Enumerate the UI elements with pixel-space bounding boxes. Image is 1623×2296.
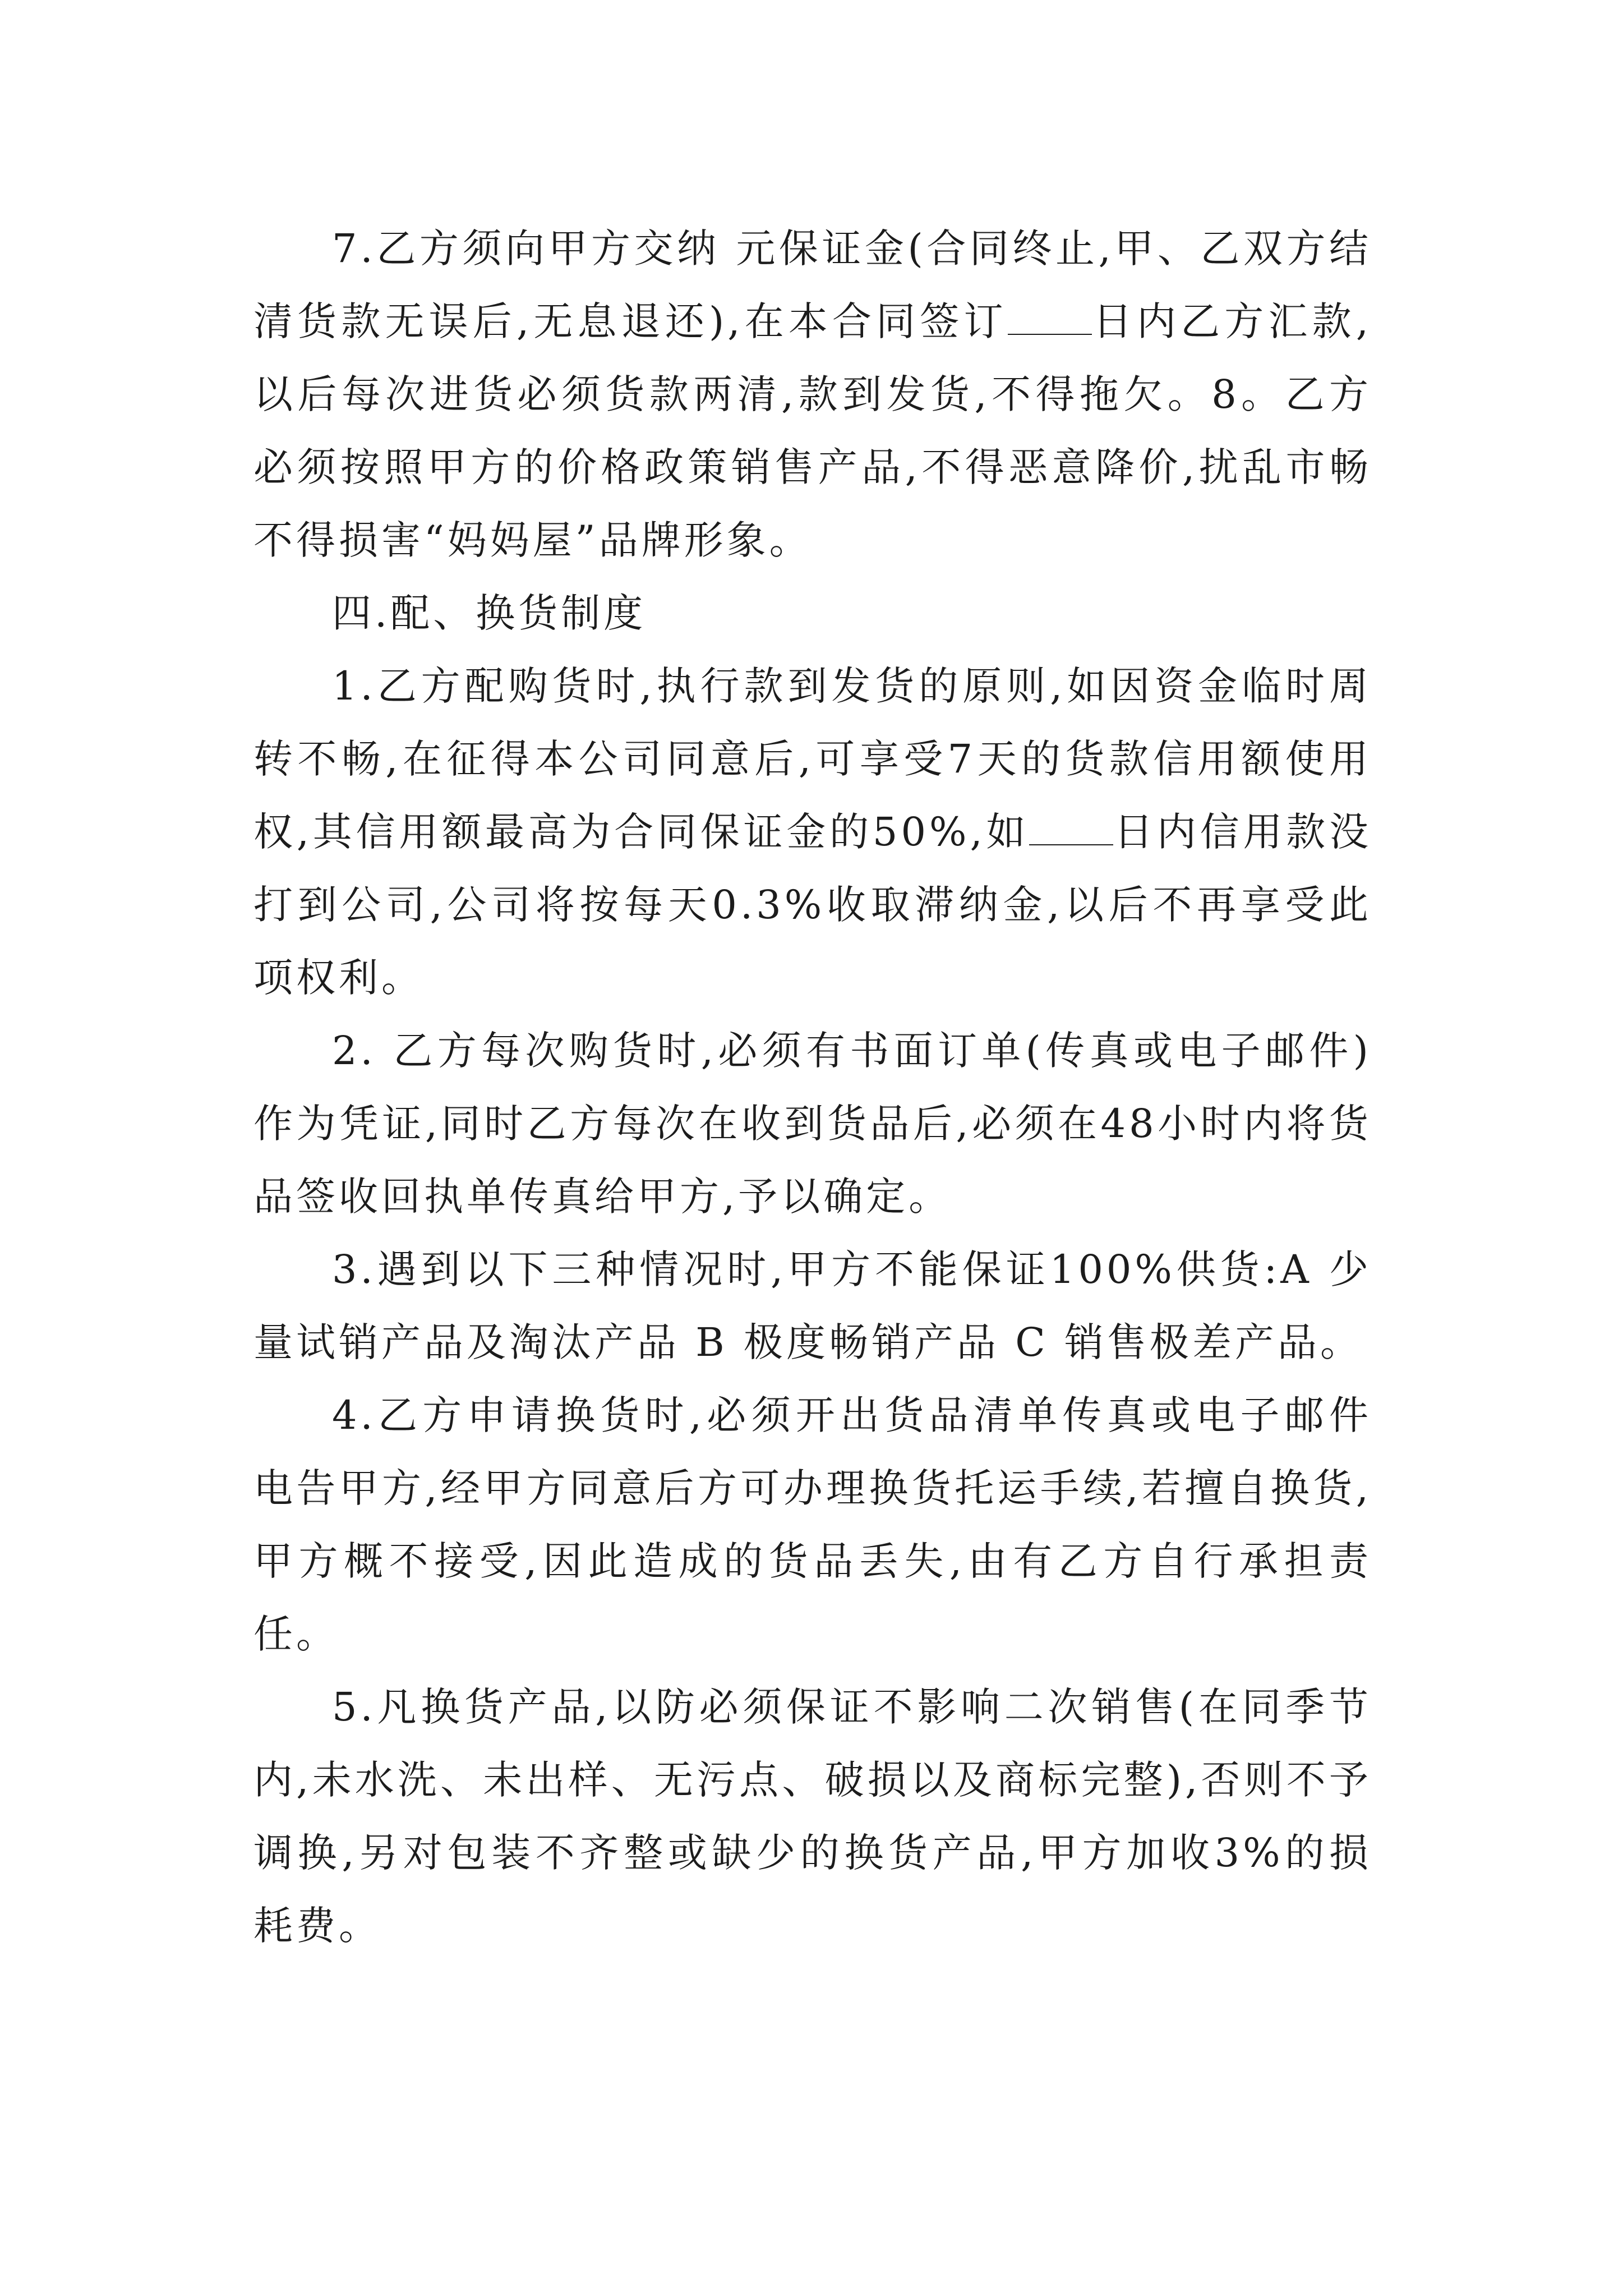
blank-line	[1029, 811, 1113, 845]
paragraph-text: 1.乙方配购货时,执行款到发货的原则,如因资金临时周转不畅,在征得本公司同意后,可享受7天的货款信用额使用权,其信用额最高为合同保证金的50%,如	[253, 663, 1372, 855]
paragraph-exchange-condition	[253, 1671, 1372, 1962]
document-page	[253, 212, 1372, 1962]
paragraph-text: 5.凡换货产品,以防必须保证不影响二次销售(在同季节内,未水洗、未出样、无污点、破损以及商标完整),否则不予调换,另对包装不齐整或缺少的换货产品,甲方加收3%的损耗费。	[253, 1684, 1372, 1949]
paragraph-credit	[253, 650, 1372, 1014]
paragraph-text: 日内乙方汇款,以后每次进货必须货款两清,款到发货,不得拖欠。8。乙方必须按照甲方的价格政策销售产品,不得恶意降价,扰乱市畅不得损害“妈妈屋”品牌形象。	[253, 298, 1372, 563]
blank-line	[1008, 300, 1092, 335]
paragraph-text: 7.乙方须向甲方交纳 元保证金(合同终止,甲、乙双方结清货款无误后,无息退还),在本合同签订	[253, 226, 1372, 344]
paragraph-order	[253, 1014, 1372, 1233]
paragraph-text: 2. 乙方每次购货时,必须有书面订单(传真或电子邮件)作为凭证,同时乙方每次在收到货品后,必须在48小时内将货品签收回执单传真给甲方,予以确定。	[253, 1028, 1372, 1220]
section-heading-text: 四.配、换货制度	[332, 590, 647, 636]
paragraph-text: 3.遇到以下三种情况时,甲方不能保证100%供货:A 少量试销产品及淘汰产品 B 极度畅销产品 C 销售极差产品。	[253, 1246, 1372, 1365]
paragraph-text: 4.乙方申请换货时,必须开出货品清单传真或电子邮件电告甲方,经甲方同意后方可办理换货托运手续,若擅自换货,甲方概不接受,因此造成的货品丢失,由有乙方自行承担责任。	[253, 1392, 1372, 1657]
paragraph-supply	[253, 1233, 1372, 1379]
paragraph-deposit	[253, 212, 1372, 577]
paragraph-text: 日内信用款没打到公司,公司将按每天0.3%收取滞纳金,以后不再享受此项权利。	[253, 809, 1372, 1001]
paragraph-exchange-request	[253, 1379, 1372, 1671]
section-heading	[253, 577, 1372, 650]
